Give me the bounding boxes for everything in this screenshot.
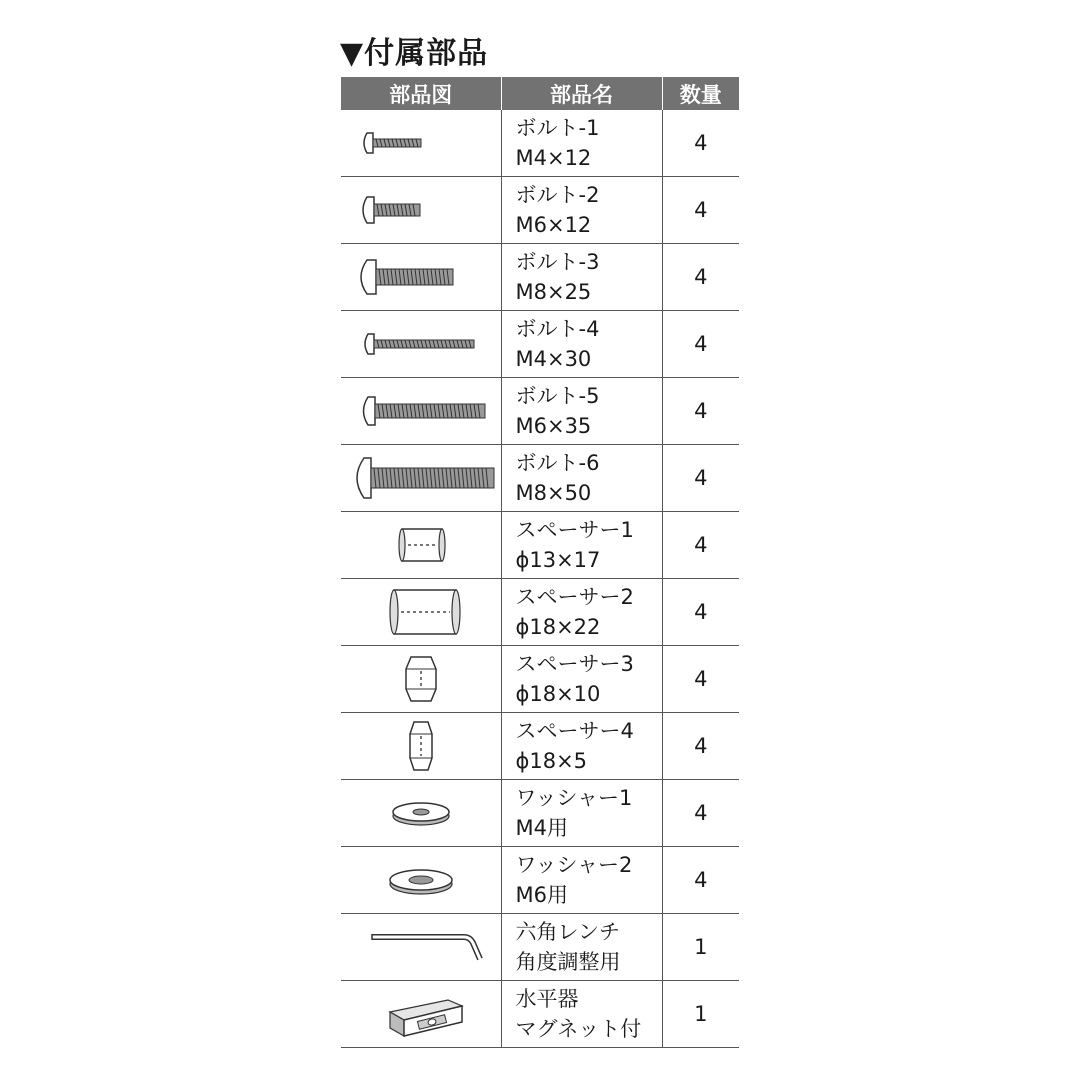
table-row xyxy=(341,512,739,579)
table-row xyxy=(341,579,739,646)
part-spec: M6×12 xyxy=(515,213,592,237)
part-spec: ϕ18×10 xyxy=(515,682,601,706)
bolt-icon xyxy=(346,180,496,240)
part-qty: 1 xyxy=(662,914,739,981)
table-row xyxy=(341,244,739,311)
part-spec: ϕ18×5 xyxy=(515,749,588,773)
part-name: ボルト-6 xyxy=(515,451,600,475)
table-row xyxy=(341,780,739,847)
part-spec: M4×12 xyxy=(515,146,592,170)
part-name: スペーサー1 xyxy=(515,518,634,542)
part-qty: 4 xyxy=(662,110,739,177)
part-name: ボルト-4 xyxy=(515,317,600,341)
part-qty: 4 xyxy=(662,311,739,378)
table-row xyxy=(341,378,739,445)
header-qty: 数量 xyxy=(662,77,739,110)
spirit-level-icon xyxy=(346,984,496,1044)
bolt-icon xyxy=(346,448,496,508)
part-name: 六角レンチ xyxy=(515,920,620,944)
part-spec: M8×25 xyxy=(515,280,592,304)
bolt-icon xyxy=(346,113,496,173)
table-row xyxy=(341,847,739,914)
table-row xyxy=(341,981,739,1048)
part-name: ボルト-3 xyxy=(515,250,600,274)
part-qty: 1 xyxy=(662,981,739,1048)
header-name: 部品名 xyxy=(501,77,662,110)
part-qty: 4 xyxy=(662,244,739,311)
bolt-icon xyxy=(346,247,496,307)
table-row xyxy=(341,646,739,713)
header-image: 部品図 xyxy=(341,77,501,110)
bolt-icon xyxy=(346,381,496,441)
part-qty: 4 xyxy=(662,378,739,445)
table-row xyxy=(341,110,739,177)
table-row xyxy=(341,713,739,780)
part-spec: 角度調整用 xyxy=(515,950,621,974)
part-spec: M4用 xyxy=(515,816,568,840)
spacer-icon xyxy=(346,515,496,575)
part-qty: 4 xyxy=(662,780,739,847)
part-spec: M4×30 xyxy=(515,347,592,371)
part-name: ボルト-5 xyxy=(515,384,600,408)
spacer-icon xyxy=(346,716,496,776)
washer-icon xyxy=(346,783,496,843)
part-qty: 4 xyxy=(662,512,739,579)
page-title: ▼付属部品 xyxy=(340,36,489,71)
part-spec: M6×35 xyxy=(515,414,592,438)
part-spec: ϕ13×17 xyxy=(515,548,601,572)
part-qty: 4 xyxy=(662,579,739,646)
spacer-icon xyxy=(346,582,496,642)
part-qty: 4 xyxy=(662,177,739,244)
part-qty: 4 xyxy=(662,445,739,512)
bolt-icon xyxy=(346,314,496,374)
part-name: 水平器 xyxy=(515,987,579,1011)
table-row xyxy=(341,445,739,512)
part-spec: M8×50 xyxy=(515,481,592,505)
part-spec: ϕ18×22 xyxy=(515,615,601,639)
part-spec: M6用 xyxy=(515,883,568,907)
spacer-icon xyxy=(346,649,496,709)
part-name: ボルト-1 xyxy=(515,116,600,140)
part-name: スペーサー4 xyxy=(515,719,634,743)
part-name: スペーサー3 xyxy=(515,652,634,676)
table-row xyxy=(341,914,739,981)
part-name: スペーサー2 xyxy=(515,585,634,609)
part-qty: 4 xyxy=(662,713,739,780)
washer-icon xyxy=(346,850,496,910)
part-spec: マグネット付 xyxy=(515,1017,642,1041)
table-row xyxy=(341,311,739,378)
part-qty: 4 xyxy=(662,847,739,914)
hex-wrench-icon xyxy=(346,917,496,977)
part-name: ワッシャー1 xyxy=(515,786,633,810)
part-qty: 4 xyxy=(662,646,739,713)
part-name: ワッシャー2 xyxy=(515,853,633,877)
part-name: ボルト-2 xyxy=(515,183,600,207)
parts-table xyxy=(341,77,739,1048)
table-row xyxy=(341,177,739,244)
table-header-row xyxy=(341,77,739,110)
